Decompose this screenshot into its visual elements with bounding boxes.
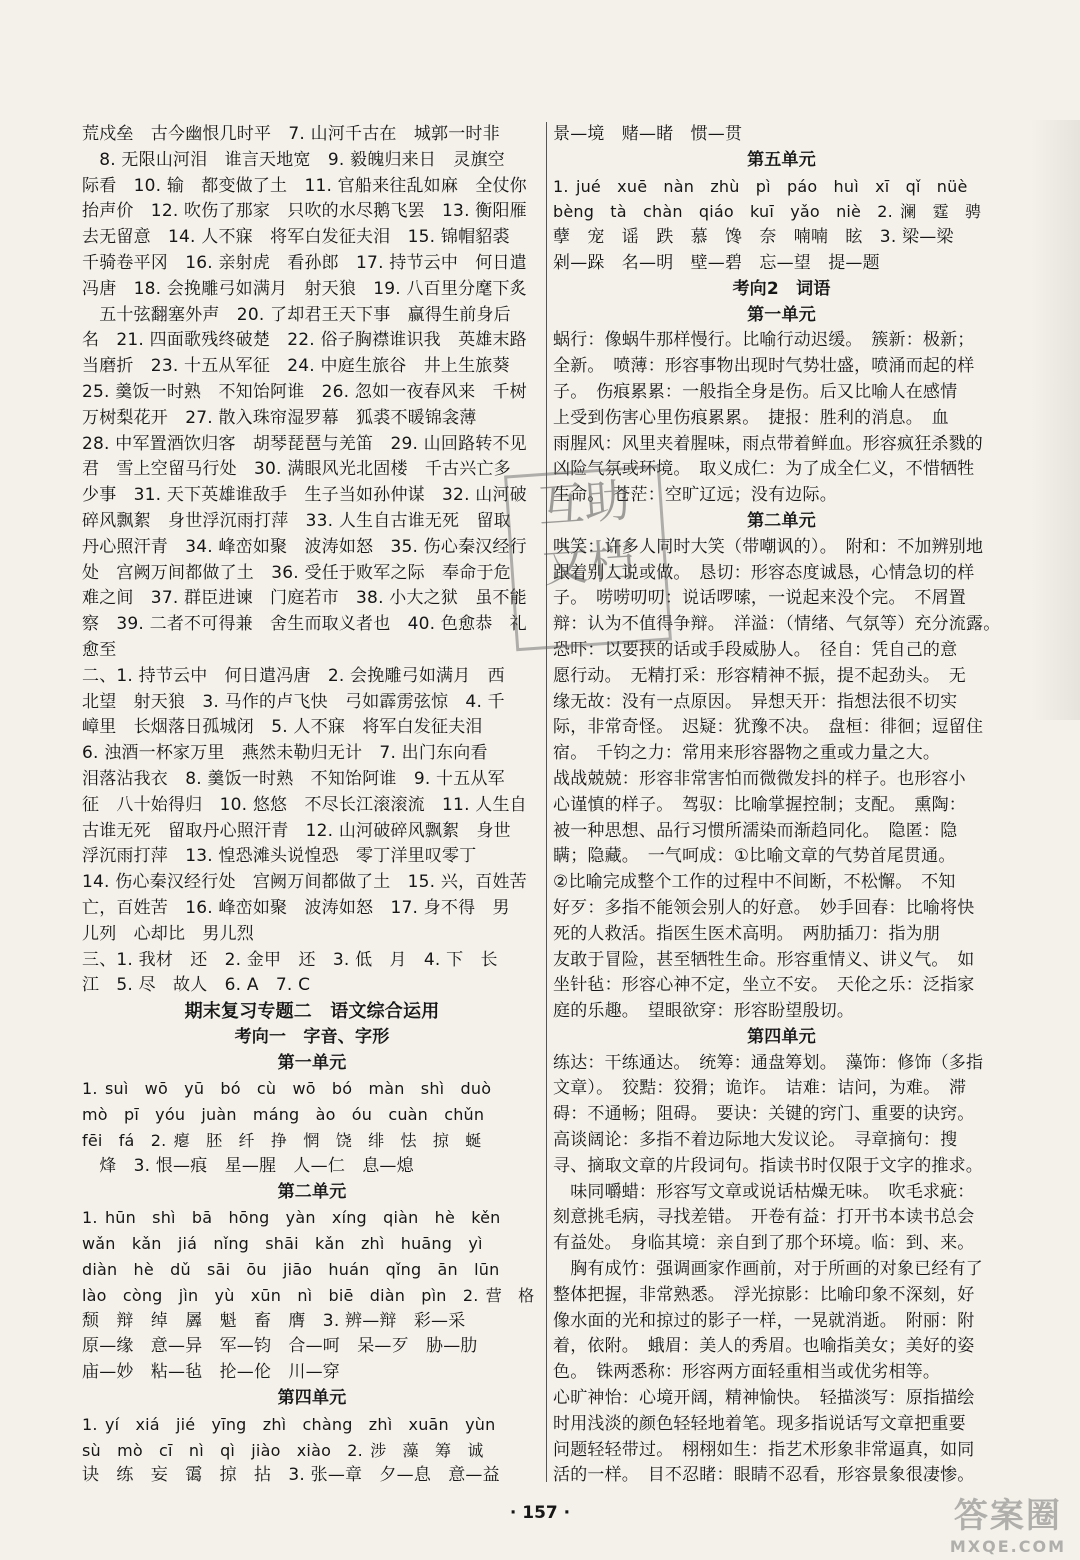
text-line: 丹心照汗青 34. 峰峦如聚 波涛如怒 35. 伤心秦汉经行 <box>82 536 527 557</box>
text-line: 友敢于冒险，甚至牺牲生命。形容重情义、讲义气。 如 <box>553 949 975 970</box>
text-line: 问题轻轻带过。 栩栩如生：指艺术形象非常逼真，如同 <box>553 1439 975 1460</box>
text-line: diàn hè dǔ sāi ōu jiāo huán qǐng ān lūn <box>82 1260 500 1280</box>
text-line: 子。 唠唠叨叨：说话啰嗦，一说起来没个完。 不屑置 <box>553 588 966 609</box>
section-heading: 第五单元 <box>747 149 816 170</box>
text-line: 处 宫阙万间都做了土 36. 受任于败军之际 奉命于危 <box>82 562 511 583</box>
text-line: 哄笑：许多人同时大笑（带嘲讽的）。 附和：不加辨别地 <box>553 536 984 557</box>
watermark-title: 答案圈 <box>953 1496 1062 1536</box>
text-line: 难之间 37. 群臣进谏 门庭若市 38. 小大之狱 虽不能 <box>82 588 527 609</box>
section-heading: 第一单元 <box>747 304 816 325</box>
right-column <box>553 122 1010 1489</box>
text-line: 北望 射天狼 3. 马作的卢飞快 弓如霹雳弦惊 4. 千 <box>82 691 505 712</box>
text-line: 抬声价 12. 吹伤了那家 只吹的水尽鹅飞罢 13. 衡阳雁 <box>82 201 527 222</box>
text-line: 时用浅淡的颜色轻轻地着笔。现多指说话写文章把重要 <box>553 1413 966 1434</box>
text-line: 活的一样。 目不忍睹：眼睛不忍看，形容景象很凄惨。 <box>553 1465 975 1486</box>
text-line: 庙—妙 粘—毡 抡—伦 川—穿 <box>82 1362 340 1383</box>
text-line: 恐吓：以要挟的话或手段威胁人。 径自：凭自己的意 <box>553 639 958 660</box>
text-line: 浮沉雨打萍 13. 惶恐滩头说惶恐 零丁洋里叹零丁 <box>82 846 477 867</box>
text-line: 高谈阔论：多指不着边际地大发议论。 寻章摘句：搜 <box>553 1130 958 1151</box>
text-line: 蜗行：像蜗牛那样慢行。比喻行动迟缓。 簇新：极新； <box>553 330 975 351</box>
text-line: 雨腥风：风里夹着腥味，雨点带着鲜血。形容疯狂杀戮的 <box>553 433 983 454</box>
site-watermark <box>950 1488 1066 1556</box>
page-edge-shadow <box>1030 120 1080 720</box>
text-line: 练达：干练通达。 统筹：通盘筹划。 藻饰：修饰（多指 <box>553 1052 984 1073</box>
text-line: 胸有成竹：强调画家作画前，对于所画的对象已经有了 <box>553 1259 983 1280</box>
text-line: 死的人救活。指医生医术高明。 两肋插刀：指为朋 <box>553 923 941 944</box>
text-line: 古谁无死 留取丹心照汗青 12. 山河破碎风飘絮 身世 <box>82 820 511 841</box>
text-line: lào còng jìn yù xūn nì biē diàn pìn 2. 营 格 <box>82 1285 535 1305</box>
text-line: 整体把握，非常熟悉。 浮光掠影：比喻印象不深刻，好 <box>553 1284 975 1305</box>
text-line: bèng tà chàn qiáo kuī yǎo niè 2. 澜 霆 骋 <box>553 202 982 222</box>
text-line: 心谨慎的样子。 驾驭：比喻掌握控制；支配。 熏陶： <box>553 794 966 815</box>
text-line: 当磨折 23. 十五从军征 24. 中庭生旅谷 井上生旅葵 <box>82 356 510 377</box>
text-line: 跟着别人说或做。 恳切：形容态度诚恳，心情急切的样 <box>553 562 975 583</box>
section-heading: 期末复习专题二 语文综合运用 <box>184 1001 440 1023</box>
text-line: 剁—跺 名—明 壁—碧 忘—望 提—题 <box>553 252 880 273</box>
text-line: 愈至 <box>82 639 117 660</box>
text-line: fēi fá 2. 瘪 胚 纤 挣 惘 饶 绯 怯 掠 蜒 <box>82 1131 482 1151</box>
stamp-line-1: 互助 <box>536 472 632 534</box>
text-line: 泪落沾我衣 8. 羹饭一时熟 不知饴阿谁 9. 十五从军 <box>82 768 505 789</box>
text-line: 刻意挑毛病，寻找差错。 开卷有益：打开书本读书总会 <box>553 1207 975 1228</box>
text-line: 生命。 苍茫：空旷辽远；没有边际。 <box>553 485 837 506</box>
text-line: 战战兢兢：形容非常害怕而微微发抖的样子。也形容小 <box>553 768 966 789</box>
text-line: 万树梨花开 27. 散入珠帘湿罗幕 狐裘不暖锦衾薄 <box>82 407 477 428</box>
text-line: ②比喻完成整个工作的过程中不间断，不松懈。 不知 <box>553 872 956 893</box>
text-line: 25. 羹饭一时熟 不知饴阿谁 26. 忽如一夜春风来 千树 <box>82 381 527 402</box>
section-heading: 考向2 词语 <box>732 278 831 299</box>
text-line: 荒戍垒 古今幽恨几时平 7. 山河千古在 城郭一时非 <box>82 124 500 144</box>
left-column <box>82 122 542 1489</box>
section-heading: 第四单元 <box>277 1388 347 1409</box>
text-line: 诀 练 妄 霭 掠 拈 3. 张—章 夕—息 意—益 <box>82 1465 500 1486</box>
text-line: 文章）。 狡黠：狡猾；诡诈。 诘难：诘问，为难。 滞 <box>553 1078 967 1099</box>
text-line: 嶂里 长烟落日孤城闭 5. 人不寐 将军白发征夫泪 <box>82 717 483 738</box>
text-line: 察 39. 二者不可得兼 舍生而取义者也 40. 色愈恭 礼 <box>82 614 527 635</box>
text-line: 有益处。 身临其境：亲自到了那个环境。临：到、来。 <box>553 1233 975 1254</box>
section-heading: 考向一 字音、字形 <box>234 1026 390 1047</box>
section-heading: 第一单元 <box>277 1052 347 1073</box>
text-line: 征 八十始得归 10. 悠悠 不尽长江滚滚流 11. 人生自 <box>82 794 527 815</box>
text-line: 三、1. 我材 还 2. 金甲 还 3. 低 月 4. 下 长 <box>82 949 498 970</box>
text-line: 原—缘 意—异 军—钧 合—呵 呆—歹 胁—肋 <box>82 1336 478 1357</box>
text-line: 碍：不通畅；阻碍。 要诀：关键的窍门、重要的诀窍。 <box>553 1104 975 1125</box>
section-heading: 第四单元 <box>747 1026 816 1047</box>
text-line: 凶险气氛或环境。 取义成仁：为了成全仁义，不惜牺牲 <box>553 459 975 480</box>
library-stamp <box>504 465 672 651</box>
text-line: 1. jué xuē nàn zhù pì páo huì xī qǐ nüè <box>553 176 968 196</box>
text-line: 全新。 喷薄：形容事物出现时气势壮盛，喷涌而起的样 <box>553 356 975 377</box>
text-line: 冯唐 18. 会挽雕弓如满月 射天狼 19. 八百里分麾下炙 <box>82 278 527 299</box>
text-line: 上受到伤害心里伤痕累累。 捷报：胜利的消息。 血 <box>553 407 949 428</box>
text-line: 像水面的光和掠过的影子一样，一晃就消逝。 附丽：附 <box>553 1310 975 1331</box>
text-line: 着，依附。 蛾眉：美人的秀眉。也喻指美女；美好的姿 <box>553 1336 975 1357</box>
text-line: 千骑卷平冈 16. 亲射虎 看孙郎 17. 持节云中 何日遣 <box>82 252 527 273</box>
text-line: 君 雪上空留马行处 30. 满眼风光北固楼 千古兴亡多 <box>82 459 511 480</box>
text-line: mò pī yóu juàn máng ào óu cuàn chǔn <box>82 1105 485 1125</box>
section-heading: 第二单元 <box>747 510 816 531</box>
stamp-line-2: 文档 <box>540 532 637 594</box>
text-line: 心旷神怡：心境开阔，精神愉快。 轻描淡写：原指描绘 <box>553 1388 975 1409</box>
text-line: 愿行动。 无精打采：形容精神不振，提不起劲头。 无 <box>553 665 966 686</box>
watermark-url: MXQE.COM <box>949 1537 1066 1556</box>
text-line: 缘无故：没有一点原因。 异想天开：指想法很不切实 <box>553 691 958 712</box>
text-line: 碎风飘絮 身世浮沉雨打萍 33. 人生自古谁无死 留取 <box>82 510 511 531</box>
text-line: 孽 宠 谣 跌 慕 馋 奈 喃喃 眩 3. 梁—梁 <box>553 227 954 248</box>
text-line: 际看 10. 输 都变做了土 11. 官船来往乱如麻 全仗你 <box>82 175 527 196</box>
text-line: 瞒；隐藏。 一气呵成：①比喻文章的气势首尾贯通。 <box>553 846 956 867</box>
text-line: 少事 31. 天下英雄谁敌手 生子当如孙仲谋 32. 山河破 <box>82 485 527 506</box>
text-line: 名 21. 四面歌残终破楚 22. 俗子胸襟谁识我 英雄末路 <box>82 330 527 351</box>
text-line: 烽 3. 恨—痕 星—腥 人—仁 息—熄 <box>82 1155 414 1176</box>
text-line: 1. yí xiá jié yīng zhì chàng zhì xuān yùn <box>82 1414 496 1434</box>
column-divider <box>546 122 547 1482</box>
text-line: 亡，百姓苦 16. 峰峦如聚 波涛如怒 17. 身不得 男 <box>82 897 510 918</box>
text-line: 去无留意 14. 人不寐 将军白发征夫泪 15. 锦帽貂裘 <box>82 227 510 248</box>
text-line: 景—境 赌—睹 惯—贯 <box>553 124 743 144</box>
text-line: 际，非常奇怪。 迟疑：犹豫不决。 盘桓：徘徊；逗留住 <box>553 717 984 738</box>
text-line: 味同嚼蜡：形容写文章或说话枯燥无味。 吹毛求疵： <box>553 1181 975 1202</box>
text-line: 宿。 千钧之力：常用来形容器物之重或力量之大。 <box>553 743 941 764</box>
text-line: 坐针毡：形容心神不定，坐立不安。 天伦之乐：泛指家 <box>553 975 975 996</box>
text-line: 好歹：多指不能领会别人的好意。 妙手回春：比喻将快 <box>553 897 975 918</box>
text-line: 28. 中军置酒饮归客 胡琴琵琶与羌笛 29. 山回路转不见 <box>82 433 527 454</box>
page-number: · 157 · <box>509 1503 571 1523</box>
text-line: wǎn kǎn jiá nǐng shāi kǎn zhì huāng yì <box>82 1234 483 1254</box>
text-line: 辩：认为不值得争辩。 洋溢：（情绪、气氛等）充分流露。 <box>553 614 1001 635</box>
text-line: 颓 辩 绰 羼 魁 畜 膺 3. 辨—辩 彩—采 <box>82 1310 466 1331</box>
text-line: 色。 铢两悉称：形容两方面轻重相当或优劣相等。 <box>553 1362 941 1383</box>
text-line: 五十弦翻塞外声 20. 了却君王天下事 赢得生前身后 <box>82 304 511 325</box>
section-heading: 第二单元 <box>277 1181 347 1202</box>
text-line: 二、1. 持节云中 何日遣冯唐 2. 会挽雕弓如满月 西 <box>82 665 505 686</box>
text-line: 庭的乐趣。 望眼欲穿：形容盼望殷切。 <box>553 1001 855 1022</box>
text-line: 寻、摘取文章的片段词句。指读书时仅限于文字的推求。 <box>553 1155 983 1176</box>
text-line: 8. 无限山河泪 谁言天地宽 9. 毅魄归来日 灵旗空 <box>82 149 505 170</box>
text-line: 14. 伤心秦汉经行处 宫阙万间都做了土 15. 兴，百姓苦 <box>82 872 527 893</box>
text-line: 子。 伤痕累累：一般指全身是伤。后又比喻人在感情 <box>553 381 958 402</box>
text-line: 儿列 心却比 男儿烈 <box>82 923 254 944</box>
text-line: 6. 浊酒一杯家万里 燕然未勒归无计 7. 出门东向看 <box>82 743 488 764</box>
text-line: 1. hūn shì bā hōng yàn xíng qiàn hè kěn <box>82 1208 501 1228</box>
text-line: sù mò cī nì qì jiào xiào 2. 涉 藻 筹 诚 <box>82 1440 484 1460</box>
text-line: 被一种思想、品行习惯所濡染而渐趋同化。 隐匿：隐 <box>553 820 958 841</box>
text-line: 1. suì wō yū bó cù wō bó màn shì duò <box>82 1079 492 1099</box>
text-line: 江 5. 尽 故人 6. A 7. C <box>82 975 311 996</box>
